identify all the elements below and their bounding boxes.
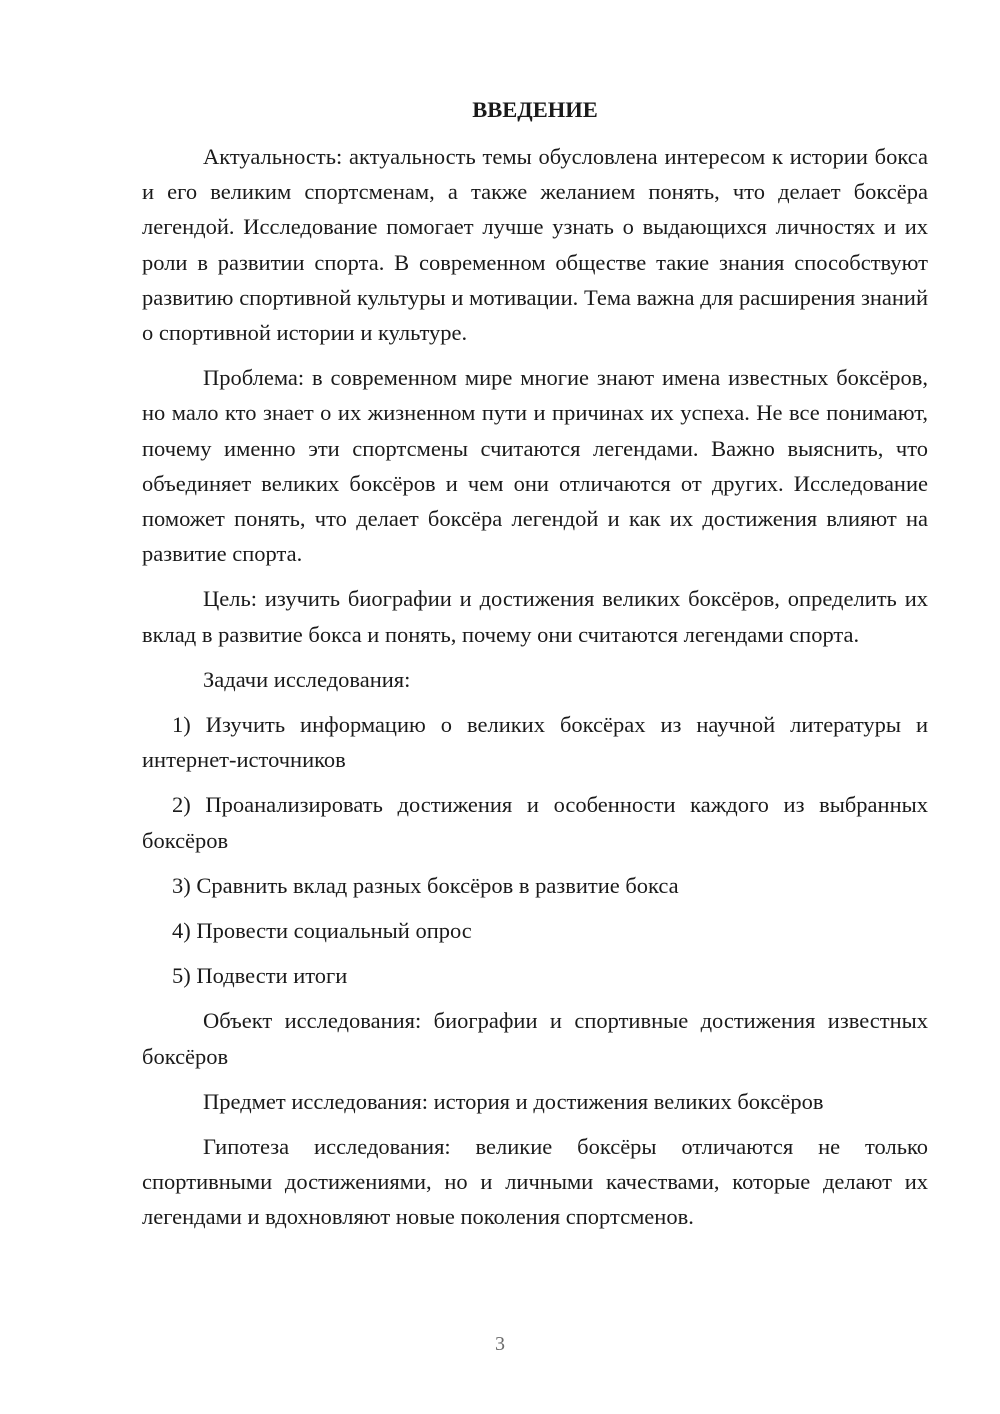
research-object-paragraph: Объект исследования: биографии и спортивные достижения известных боксёров — [142, 1008, 928, 1069]
relevance-paragraph: Актуальность: актуальность темы обусловлена интересом к истории бокса и его великим спортсменам, а также желанием понять, что делает боксёра легендой. Исследование помогает лучше узнать о выдающихся личностях и их роли в развитии спорта. В современном обществе такие знания способствуют развитию спортивной культуры и мотивации. Тема важна для расширения знаний о спортивной истории и культуре. — [142, 144, 928, 346]
task-item-3: 3) Сравнить вклад разных боксёров в развитие бокса — [172, 872, 679, 898]
page-number: 3 — [495, 1333, 505, 1355]
task-item-2: 2) Проанализировать достижения и особенности каждого из выбранных боксёров — [142, 792, 928, 853]
research-hypothesis-paragraph: Гипотеза исследования: великие боксёры отличаются не только спортивными достижениями, но и личными качествами, которые делают их легендами и вдохновляют новые поколения спортсменов. — [142, 1134, 928, 1230]
task-item-5: 5) Подвести итоги — [172, 963, 348, 989]
task-item-1: 1) Изучить информацию о великих боксёрах из научной литературы и интернет-источников — [142, 712, 928, 773]
research-subject-paragraph: Предмет исследования: история и достижения великих боксёров — [203, 1088, 824, 1114]
section-title: ВВЕДЕНИЕ — [472, 97, 598, 122]
document-page — [142, 95, 928, 1235]
tasks-heading: Задачи исследования: — [203, 666, 411, 692]
goal-paragraph: Цель: изучить биографии и достижения великих боксёров, определить их вклад в развитие бокса и понять, почему они считаются легендами спорта. — [142, 586, 928, 647]
problem-paragraph: Проблема: в современном мире многие знают имена известных боксёров, но мало кто знает о их жизненном пути и причинах их успеха. Не все понимают, почему именно эти спортсмены считаются легендами. Важно выяснить, что объединяет великих боксёров и чем они отличаются от других. Исследование поможет понять, что делает боксёра легендой и как их достижения влияют на развитие спорта. — [142, 365, 928, 567]
task-item-4: 4) Провести социальный опрос — [172, 918, 472, 944]
